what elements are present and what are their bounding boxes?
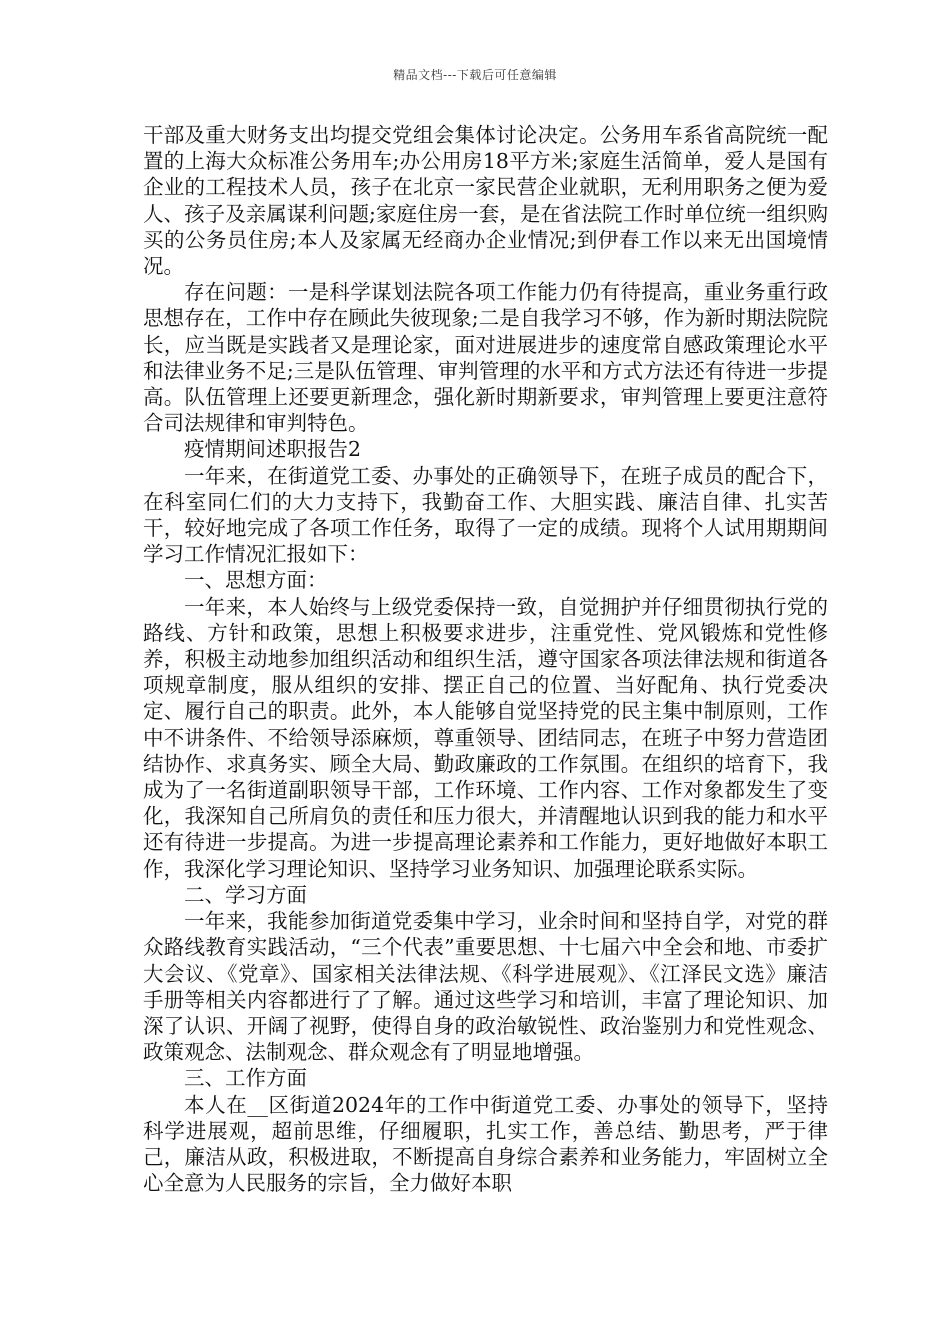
paragraph-study: 一年来，我能参加街道党委集中学习，业余时间和坚持自学，对党的群众路线教育实践活动，“三个代表”重要思想、十七届六中全会和地、市委扩大会议、《党章》、国家相关法律法规、《科学进展观》、《江泽民文选》廉洁手册等相关内容都进行了了解。通过这些学习和培训，丰富了理论知识、加深了认识、开阔了视野，使得自身的政治敏锐性、政治鉴别力和党性观念、政策观念、法制观念、群众观念有了明显地增强。: [143, 909, 828, 1065]
paragraph-intro: 一年来，在街道党工委、办事处的正确领导下，在班子成员的配合下，在科室同仁们的大力支持下，我勤奋工作、大胆实践、廉洁自律、扎实苦干，较好地完成了各项工作任务，取得了一定的成绩。现将个人试用期期间学习工作情况汇报如下：: [143, 463, 828, 567]
section-heading-work: 三、工作方面: [184, 1066, 307, 1091]
report-title: 疫情期间述职报告2: [184, 437, 362, 462]
paragraph-issues: 存在问题：一是科学谋划法院各项工作能力仍有待提高，重业务重行政思想存在，工作中存在顾此失彼现象;二是自我学习不够，作为新时期法院院长，应当既是实践者又是理论家，面对进展进步的速度常自感政策理论水平和法律业务不足;三是队伍管理、审判管理的水平和方式方法还有待进一步提高。队伍管理上还要更新理念，强化新时期新要求，审判管理上要更注意符合司法规律和审判特色。: [143, 280, 828, 436]
paragraph-work: 本人在__区街道2024年的工作中街道党工委、办事处的领导下，坚持科学进展观，超前思维，仔细履职，扎实工作，善总结、勤思考，严于律己，廉洁从政，积极进取，不断提高自身综合素养和业务能力，牢固树立全心全意为人民服务的宗旨，全力做好本职: [143, 1092, 828, 1196]
paragraph-continuation: 干部及重大财务支出均提交党组会集体讨论决定。公务用车系省高院统一配置的上海大众标准公务用车;办公用房18平方米;家庭生活简单，爱人是国有企业的工程技术人员，孩子在北京一家民营企业就职，无利用职务之便为爱人、孩子及亲属谋利问题;家庭住房一套，是在省法院工作时单位统一组织购买的公务员住房;本人及家属无经商办企业情况;到伊春工作以来无出国境情况。: [143, 123, 828, 279]
section-heading-thought: 一、思想方面：: [184, 568, 328, 593]
document-body: [143, 122, 828, 1196]
paragraph-thought: 一年来，本人始终与上级党委保持一致，自觉拥护并仔细贯彻执行党的路线、方针和政策，思想上积极要求进步，注重党性、党风锻炼和党性修养，积极主动地参加组织活动和组织生活，遵守国家各项法律法规和街道各项规章制度，服从组织的安排、摆正自己的位置、当好配角、执行党委决定、履行自己的职责。此外，本人能够自觉坚持党的民主集中制原则，工作中不讲条件、不给领导添麻烦，尊重领导、团结同志，在班子中努力营造团结协作、求真务实、顾全大局、勤政廉政的工作氛围。在组织的培育下，我成为了一名街道副职领导干部，工作环境、工作内容、工作对象都发生了变化，我深知自己所肩负的责任和压力很大，并清醒地认识到我的能力和水平还有待进一步提高。为进一步提高理论素养和工作能力，更好地做好本职工作，我深化学习理论知识、坚持学习业务知识、加强理论联系实际。: [143, 594, 828, 881]
page-header: 精品文档---下载后可任意编辑: [393, 68, 557, 82]
section-heading-study: 二、学习方面: [184, 882, 307, 907]
